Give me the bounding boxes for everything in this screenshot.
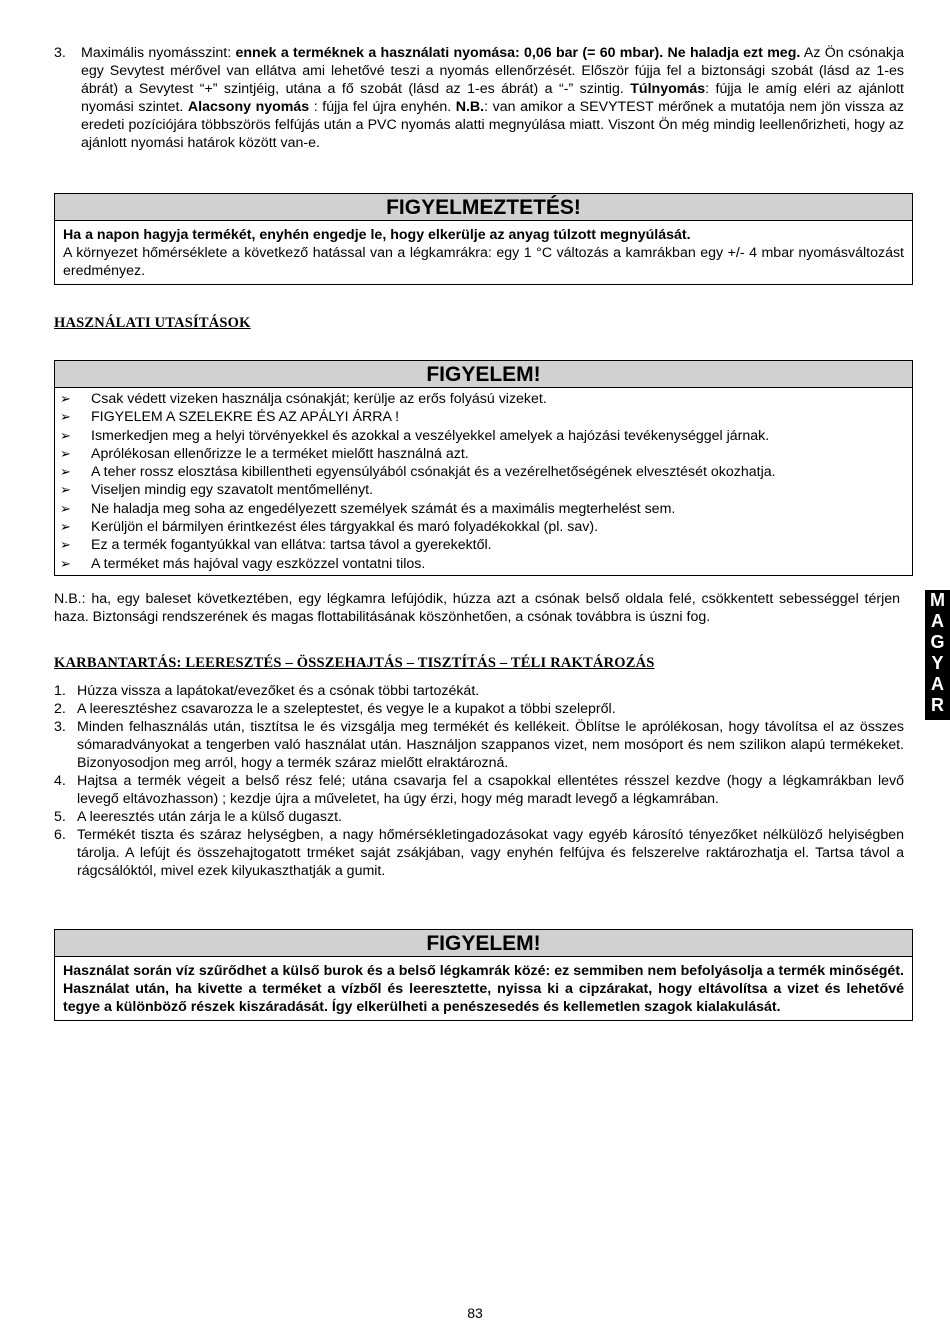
attention-title: FIGYELEM! xyxy=(55,361,912,388)
arrow-bullet-icon: ➢ xyxy=(60,537,71,553)
warning-body xyxy=(55,221,912,284)
arrow-bullet-icon: ➢ xyxy=(60,445,71,461)
maintenance-step xyxy=(54,772,904,808)
pressure-item xyxy=(54,44,904,152)
step-text: A leeresztés után zárja le a külső dugaszt. xyxy=(77,809,342,825)
warning-line-2: A környezet hőmérséklete a következő hatással van a légkamrákra: egy 1 °C változás a kamrákban egy +/- 4 mbar nyomásváltozást eredményez. xyxy=(63,245,904,279)
step-number: 3. xyxy=(54,719,66,735)
side-tab-letter: Y xyxy=(931,653,944,673)
attention-water-text: Használat során víz szűrődhet a külső burok és a belső légkamrák közé: ez semmiben nem befolyásolja a termék minőségét. Használat után, ha kivette a terméket a vízből és leeresztette, nyissa ki a cipzárakat, hogy eltávolítsa a vizet és lehetővé tegye a különböző részek kiszáradását. Így elkerülheti a penészesedés és kellemetlen szagok kialakulását. xyxy=(63,963,904,1015)
side-tab-letter: A xyxy=(931,611,944,631)
side-tab-letter: R xyxy=(931,695,944,715)
arrow-bullet-icon: ➢ xyxy=(60,555,71,571)
side-tab-letter: M xyxy=(930,590,945,610)
usage-bullet-item xyxy=(60,445,912,463)
usage-bullet-item xyxy=(60,518,912,536)
side-tab-letter: A xyxy=(931,674,944,694)
step-text: A leeresztéshez csavarozza le a szeleptestet, és vegye le a kupakot a többi szelepről. xyxy=(77,701,616,717)
usage-bullet-text: A terméket más hajóval vagy eszközzel vontatni tilos. xyxy=(91,555,426,572)
usage-bullet-item xyxy=(60,427,912,445)
step-text: Termékét tiszta és száraz helységben, a nagy hőmérsékletingadozásokat vagy egyéb károsító tényezőket nélkülöző helyiségben tárolja. A lefújt és összehajtogatott trméket saját zsákjában, vagy enyhén felfújva és felszerelve raktározhatja el. Tartsa távol a rágcsálóktól, mivel ezek kilyukaszthatják a gumit. xyxy=(77,827,904,879)
usage-bullet-text: A teher rossz elosztása kibillentheti egyensúlyából csónakját és a vezérelhetőségének elvesztését okozhatja. xyxy=(91,464,776,481)
step-number: 6. xyxy=(54,827,66,843)
usage-bullet-text: Ne haladja meg soha az engedélyezett személyek számát és a maximális megterhelést sem. xyxy=(91,500,676,517)
item-number: 3. xyxy=(54,45,66,61)
warning-box xyxy=(54,193,913,285)
usage-section-title: HASZNÁLATI UTASÍTÁSOK xyxy=(54,315,251,331)
step-number: 4. xyxy=(54,773,66,789)
usage-bullet-text: Aprólékosan ellenőrizze le a terméket mielőtt használná azt. xyxy=(91,445,469,462)
language-side-tab xyxy=(925,590,950,720)
step-number: 2. xyxy=(54,701,66,717)
arrow-bullet-icon: ➢ xyxy=(60,391,71,406)
step-text: Minden felhasználás után, tisztítsa le és vizsgálja meg termékét és kellékeit. Öblítse le aprólékosan, hogy távolítsa el az összes sómaradványokat a tengerben való használat után. Használjon szappanos vizet, nem mosóport és nem szilikon alapú termékeket. Bizonyosodjon meg arról, hogy a termék száraz mielőtt elraktározná. xyxy=(77,719,904,771)
pressure-text: Maximális nyomásszint: ennek a terméknek a használati nyomása: 0,06 bar (= 60 mbar). Ne haladja ezt meg. Az Ön csónakja egy Sevytest mérővel van ellátva ami lehetővé teszi a nyomás ellenőrzését. Először fújja fel a biztonsági szobát (lásd az 1-es ábrát) a Sevytest “+” szintjéig, utána a fő szobát (lásd az 1-es ábrát) a “-” szintig. Túlnyomás: fújja le amíg eléri az ajánlott nyomási szintet. Alacsony nyomás : fújja fel újra enyhén. N.B.: van amikor a SEVYTEST mérőnek a mutatója nem jön vissza az eredeti pozíciójára többszörös felfújás után a PVC nyomás alatti megnyúlása miatt. Viszont Ön még mindig leellenőrizheti, hogy az ajánlott nyomási határok között van-e. xyxy=(81,45,904,151)
usage-bullet-text: Kerüljön el bármilyen érintkezést éles tárgyakkal és maró folyadékokkal (pl. sav). xyxy=(91,519,599,536)
attention-title-2: FIGYELEM! xyxy=(55,930,912,957)
arrow-bullet-icon: ➢ xyxy=(60,500,71,516)
arrow-bullet-icon: ➢ xyxy=(60,519,71,535)
usage-bullet-item xyxy=(60,408,912,426)
step-text: Húzza vissza a lapátokat/evezőket és a csónak többi tartozékát. xyxy=(77,683,480,699)
usage-bullet-list xyxy=(55,388,912,575)
usage-bullet-text: Viseljen mindig egy szavatolt mentőmellényt. xyxy=(91,482,374,499)
step-number: 1. xyxy=(54,683,66,699)
maintenance-steps-list xyxy=(54,682,904,880)
maintenance-step xyxy=(54,682,904,700)
usage-bullet-item xyxy=(60,481,912,499)
usage-bullet-text: Ez a termék fogantyúkkal van ellátva: tartsa távol a gyerekektől. xyxy=(91,537,492,554)
attention-box-water xyxy=(54,929,913,1021)
step-number: 5. xyxy=(54,809,66,825)
usage-bullet-item xyxy=(60,536,912,554)
usage-bullet-item xyxy=(60,555,912,573)
maintenance-step xyxy=(54,718,904,772)
side-tab-letter: G xyxy=(930,632,945,652)
nb-paragraph: N.B.: ha, egy baleset következtében, egy légkamra lefújódik, húzza azt a csónak belső oldala felé, csökkentett sebességgel térjen haza. Biztonsági rendszerének és magas flottabilitásának köszönhetően, a csónak továbbra is úszni fog. xyxy=(54,591,900,625)
warning-title: FIGYELMEZTETÉS! xyxy=(55,194,912,221)
usage-bullet-item xyxy=(60,463,912,481)
arrow-bullet-icon: ➢ xyxy=(60,464,71,480)
maintenance-step xyxy=(54,700,904,718)
attention-box-usage xyxy=(54,360,913,576)
page-number: 83 xyxy=(467,1305,483,1321)
arrow-bullet-icon: ➢ xyxy=(60,409,71,425)
arrow-bullet-icon: ➢ xyxy=(60,427,71,443)
warning-line-1: Ha a napon hagyja termékét, enyhén engedje le, hogy elkerülje az anyag túlzott megnyúlását. xyxy=(63,227,691,243)
usage-bullet-text: FIGYELEM A SZELEKRE ÉS AZ APÁLYI ÁRRA ! xyxy=(91,409,400,426)
usage-bullet-item xyxy=(60,390,912,408)
arrow-bullet-icon: ➢ xyxy=(60,482,71,498)
usage-bullet-item xyxy=(60,500,912,518)
maintenance-step xyxy=(54,808,904,826)
usage-bullet-text: Ismerkedjen meg a helyi törvényekkel és azokkal a veszélyekkel amelyek a hajózási tevékenységgel járnak. xyxy=(91,427,770,444)
maintenance-section-title: KARBANTARTÁS: LEERESZTÉS – ÖSSZEHAJTÁS – TISZTÍTÁS – TÉLI RAKTÁROZÁS xyxy=(54,655,655,671)
maintenance-step xyxy=(54,826,904,880)
usage-bullet-text: Csak védett vizeken használja csónakját; kerülje az erős folyású vizeket. xyxy=(91,391,547,407)
step-text: Hajtsa a termék végeit a belső rész felé; utána csavarja fel a csapokkal ellentétes résszel kezdve (hogy a légkamrákban levő levegő eltávozhasson) ; kezdje újra a műveletet, ha úgy érzi, hogy még maradt levegő a légkamrában. xyxy=(77,773,904,807)
